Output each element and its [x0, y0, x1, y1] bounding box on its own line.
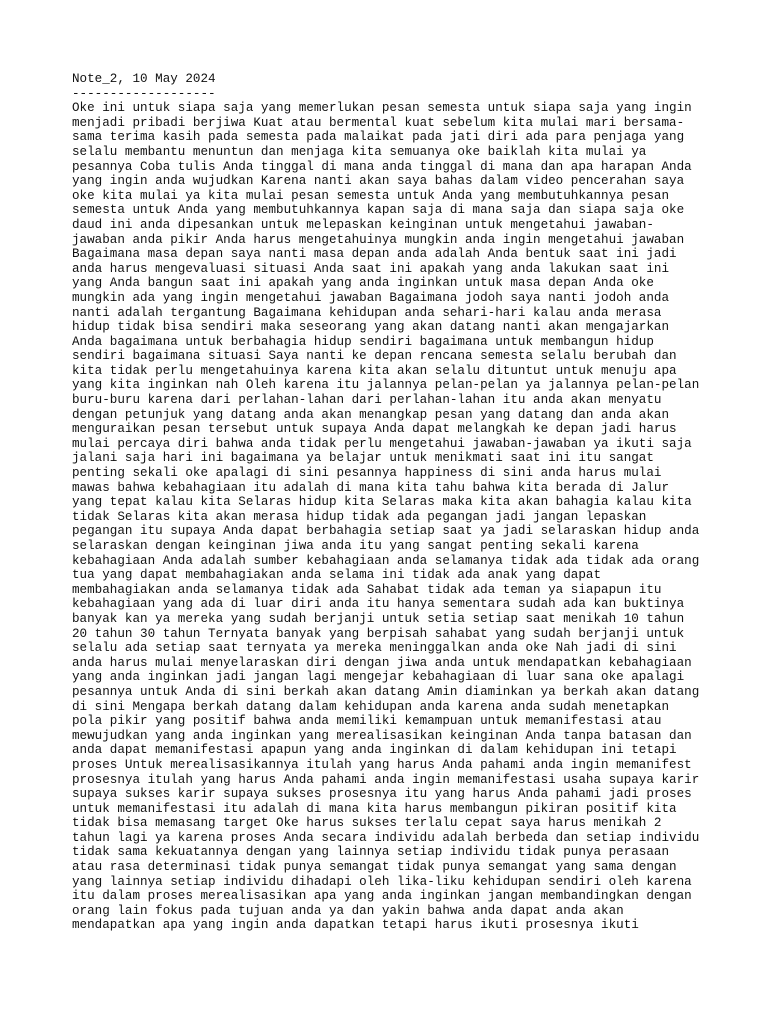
body-line: tidak sama kekuatannya dengan yang lainnya setiap individu tidak punya perasaan: [72, 845, 670, 860]
body-line: membahagiakan anda selamanya tidak ada Sahabat tidak ada teman ya siapapun itu: [72, 582, 662, 597]
body-line: 20 tahun 30 tahun Ternyata banyak yang berpisah sahabat yang sudah berjanji untuk: [72, 626, 685, 641]
body-line: tidak Selaras kita akan merasa hidup tidak ada pegangan jadi jangan lepaskan: [72, 509, 647, 524]
body-line: penting sekali oke apalagi di sini pesannya happiness di sini anda harus mulai: [72, 466, 662, 481]
body-line: tahun lagi ya karena proses Anda secara individu adalah berbeda dan setiap individu: [72, 830, 700, 845]
body-line: daud ini anda dipesankan untuk melepaskan keinginan untuk mengetahui jawaban-: [72, 217, 654, 232]
body-line: oke kita mulai ya kita mulai pesan semesta untuk Anda yang membutuhkannya pesan: [72, 188, 670, 203]
body-line: yang tepat kalau kita Selaras hidup kita Selaras maka kita akan bahagia kalau kita: [72, 495, 692, 510]
body-line: pola pikir yang positif bahwa anda memiliki kemampuan untuk memanifestasi atau: [72, 714, 662, 729]
body-line: di sini Mengapa berkah datang dalam kehidupan anda karena anda sudah menetapkan: [72, 699, 670, 714]
body-line: proses Untuk merealisasikannya itulah yang harus Anda pahami anda ingin memanifest: [72, 757, 692, 772]
body-line: jalani saja hari ini bagaimana ya belajar untuk menikmati saat ini itu sangat: [72, 451, 654, 466]
body-line: mawas bahwa kebahagiaan itu adalah di mana kita tahu bahwa kita berada di Jalur: [72, 480, 670, 495]
body-line: untuk memanifestasi itu adalah di mana kita harus membangun pikiran positif kita: [72, 801, 677, 816]
body-line: kebahagiaan Anda adalah sumber kebahagiaan anda selamanya tidak ada tidak ada orang: [72, 553, 700, 568]
body-line: nanti adalah tergantung Bagaimana kehidupan anda sehari-hari kalau anda merasa: [72, 305, 662, 320]
body-line: Bagaimana masa depan saya nanti masa depan anda adalah Anda bentuk saat ini jadi: [72, 247, 677, 262]
body-line: kita tidak perlu mengetahuinya karena kita akan selalu dituntut untuk menuju apa: [72, 363, 677, 378]
body-line: pesannya untuk Anda di sini berkah akan datang Amin diaminkan ya berkah akan datang: [72, 684, 700, 699]
body-line: anda dapat memanifestasi apapun yang anda inginkan di dalam kehidupan ini tetapi: [72, 743, 677, 758]
body-line: supaya sukses karir supaya sukses prosesnya itu yang harus Anda pahami jadi proses: [72, 787, 692, 802]
body-line: banyak kan ya mereka yang sudah berjanji untuk setia setiap saat menikah 10 tahun: [72, 611, 685, 626]
body-line: tidak bisa memasang target Oke harus sukses terlalu cepat saya harus menikah 2: [72, 816, 662, 831]
body-line: itu dalam proses merealisasikan apa yang anda inginkan jangan membandingkan dengan: [72, 889, 692, 904]
body-line: dengan petunjuk yang datang anda akan menangkap pesan yang datang dan anda akan: [72, 407, 670, 422]
body-line: hidup tidak bisa sendiri maka seseorang yang akan datang nanti akan mengajarkan: [72, 320, 670, 335]
body-line: mewujudkan yang anda inginkan yang merealisasikan keinginan Anda tanpa batasan dan: [72, 728, 692, 743]
body-line: selalu membantu menuntun dan menjaga kita semuanya oke baiklah kita mulai ya: [72, 144, 647, 159]
body-line: yang anda inginkan jadi jangan lagi mengejar kebahagiaan di luar sana oke apalagi: [72, 670, 685, 685]
body-line: orang lain fokus pada tujuan anda ya dan yakin bahwa anda dapat anda akan: [72, 903, 624, 918]
body-line: yang kita inginkan nah Oleh karena itu jalannya pelan-pelan ya jalannya pelan-pelan: [72, 378, 700, 393]
body-line: pesannya Coba tulis Anda tinggal di mana anda tinggal di mana dan apa harapan Anda: [72, 159, 692, 174]
body-line: Oke ini untuk siapa saja yang memerlukan pesan semesta untuk siapa saja yang ingin: [72, 101, 692, 116]
body-line: yang lainnya setiap individu dihadapi oleh lika-liku kehidupan sendiri oleh karena: [72, 874, 692, 889]
body-line: prosesnya itulah yang harus Anda pahami anda ingin memanifestasi usaha supaya karir: [72, 772, 700, 787]
body-line: anda harus mulai menyelaraskan diri dengan jiwa anda untuk mendapatkan kebahagiaan: [72, 655, 692, 670]
body-line: semesta untuk Anda yang membutuhkannya kapan saja di mana saja dan siapa saja oke: [72, 203, 685, 218]
body-line: menjadi pribadi berjiwa Kuat atau bermental kuat sebelum kita mulai mari bersama-: [72, 115, 685, 130]
body-line: yang Anda bangun saat ini apakah yang anda inginkan untuk masa depan Anda oke: [72, 276, 654, 291]
body-line: tua yang dapat membahagiakan anda selama ini tidak ada anak yang dapat: [72, 568, 602, 583]
body-line: yang ingin anda wujudkan Karena nanti akan saya bahas dalam video pencerahan saya: [72, 174, 685, 189]
note-title: Note_2, 10 May 2024: [72, 72, 216, 86]
body-line: mulai percaya diri bahwa anda tidak perlu mengetahui jawaban-jawaban ya ikuti saja: [72, 436, 692, 451]
body-line: pegangan itu supaya Anda dapat berbahagia setiap saat ya jadi selaraskan hidup anda: [72, 524, 700, 539]
body-line: mendapatkan apa yang ingin anda dapatkan tetapi harus ikuti prosesnya ikuti: [72, 918, 639, 933]
body-line: sendiri bagaimana situasi Saya nanti ke depan rencana semesta selalu berubah dan: [72, 349, 677, 364]
body-line: selalu ada setiap saat ternyata ya mereka meninggalkan anda oke Nah jadi di sini: [72, 641, 677, 656]
body-line: buru-buru karena dari perlahan-lahan dari perlahan-lahan itu anda akan menyatu: [72, 393, 662, 408]
note-body: [72, 101, 702, 933]
body-line: sama terima kasih pada semesta pada malaikat pada jati diri ada para penjaga yang: [72, 130, 685, 145]
body-line: kebahagiaan yang ada di luar diri anda itu hanya sementara sudah ada kan buktinya: [72, 597, 685, 612]
body-line: Anda bagaimana untuk berbahagia hidup sendiri bagaimana untuk membangun hidup: [72, 334, 654, 349]
body-line: mungkin ada yang ingin mengetahui jawaban Bagaimana jodoh saya nanti jodoh anda: [72, 290, 670, 305]
body-line: jawaban anda pikir Anda harus mengetahuinya mungkin anda ingin mengetahui jawaban: [72, 232, 685, 247]
body-line: selaraskan dengan keinginan jiwa anda itu yang sangat penting sekali karena: [72, 539, 639, 553]
body-line: menguraikan pesan tersebut untuk supaya Anda dapat melangkah ke depan jadi harus: [72, 422, 677, 437]
note-text-block: [72, 72, 702, 933]
body-line: anda harus mengevaluasi situasi Anda saat ini apakah yang anda lakukan saat ini: [72, 261, 670, 276]
body-line: atau rasa determinasi tidak punya semangat tidak punya semangat yang sama dengan: [72, 860, 677, 875]
title-separator: -------------------: [72, 86, 216, 101]
